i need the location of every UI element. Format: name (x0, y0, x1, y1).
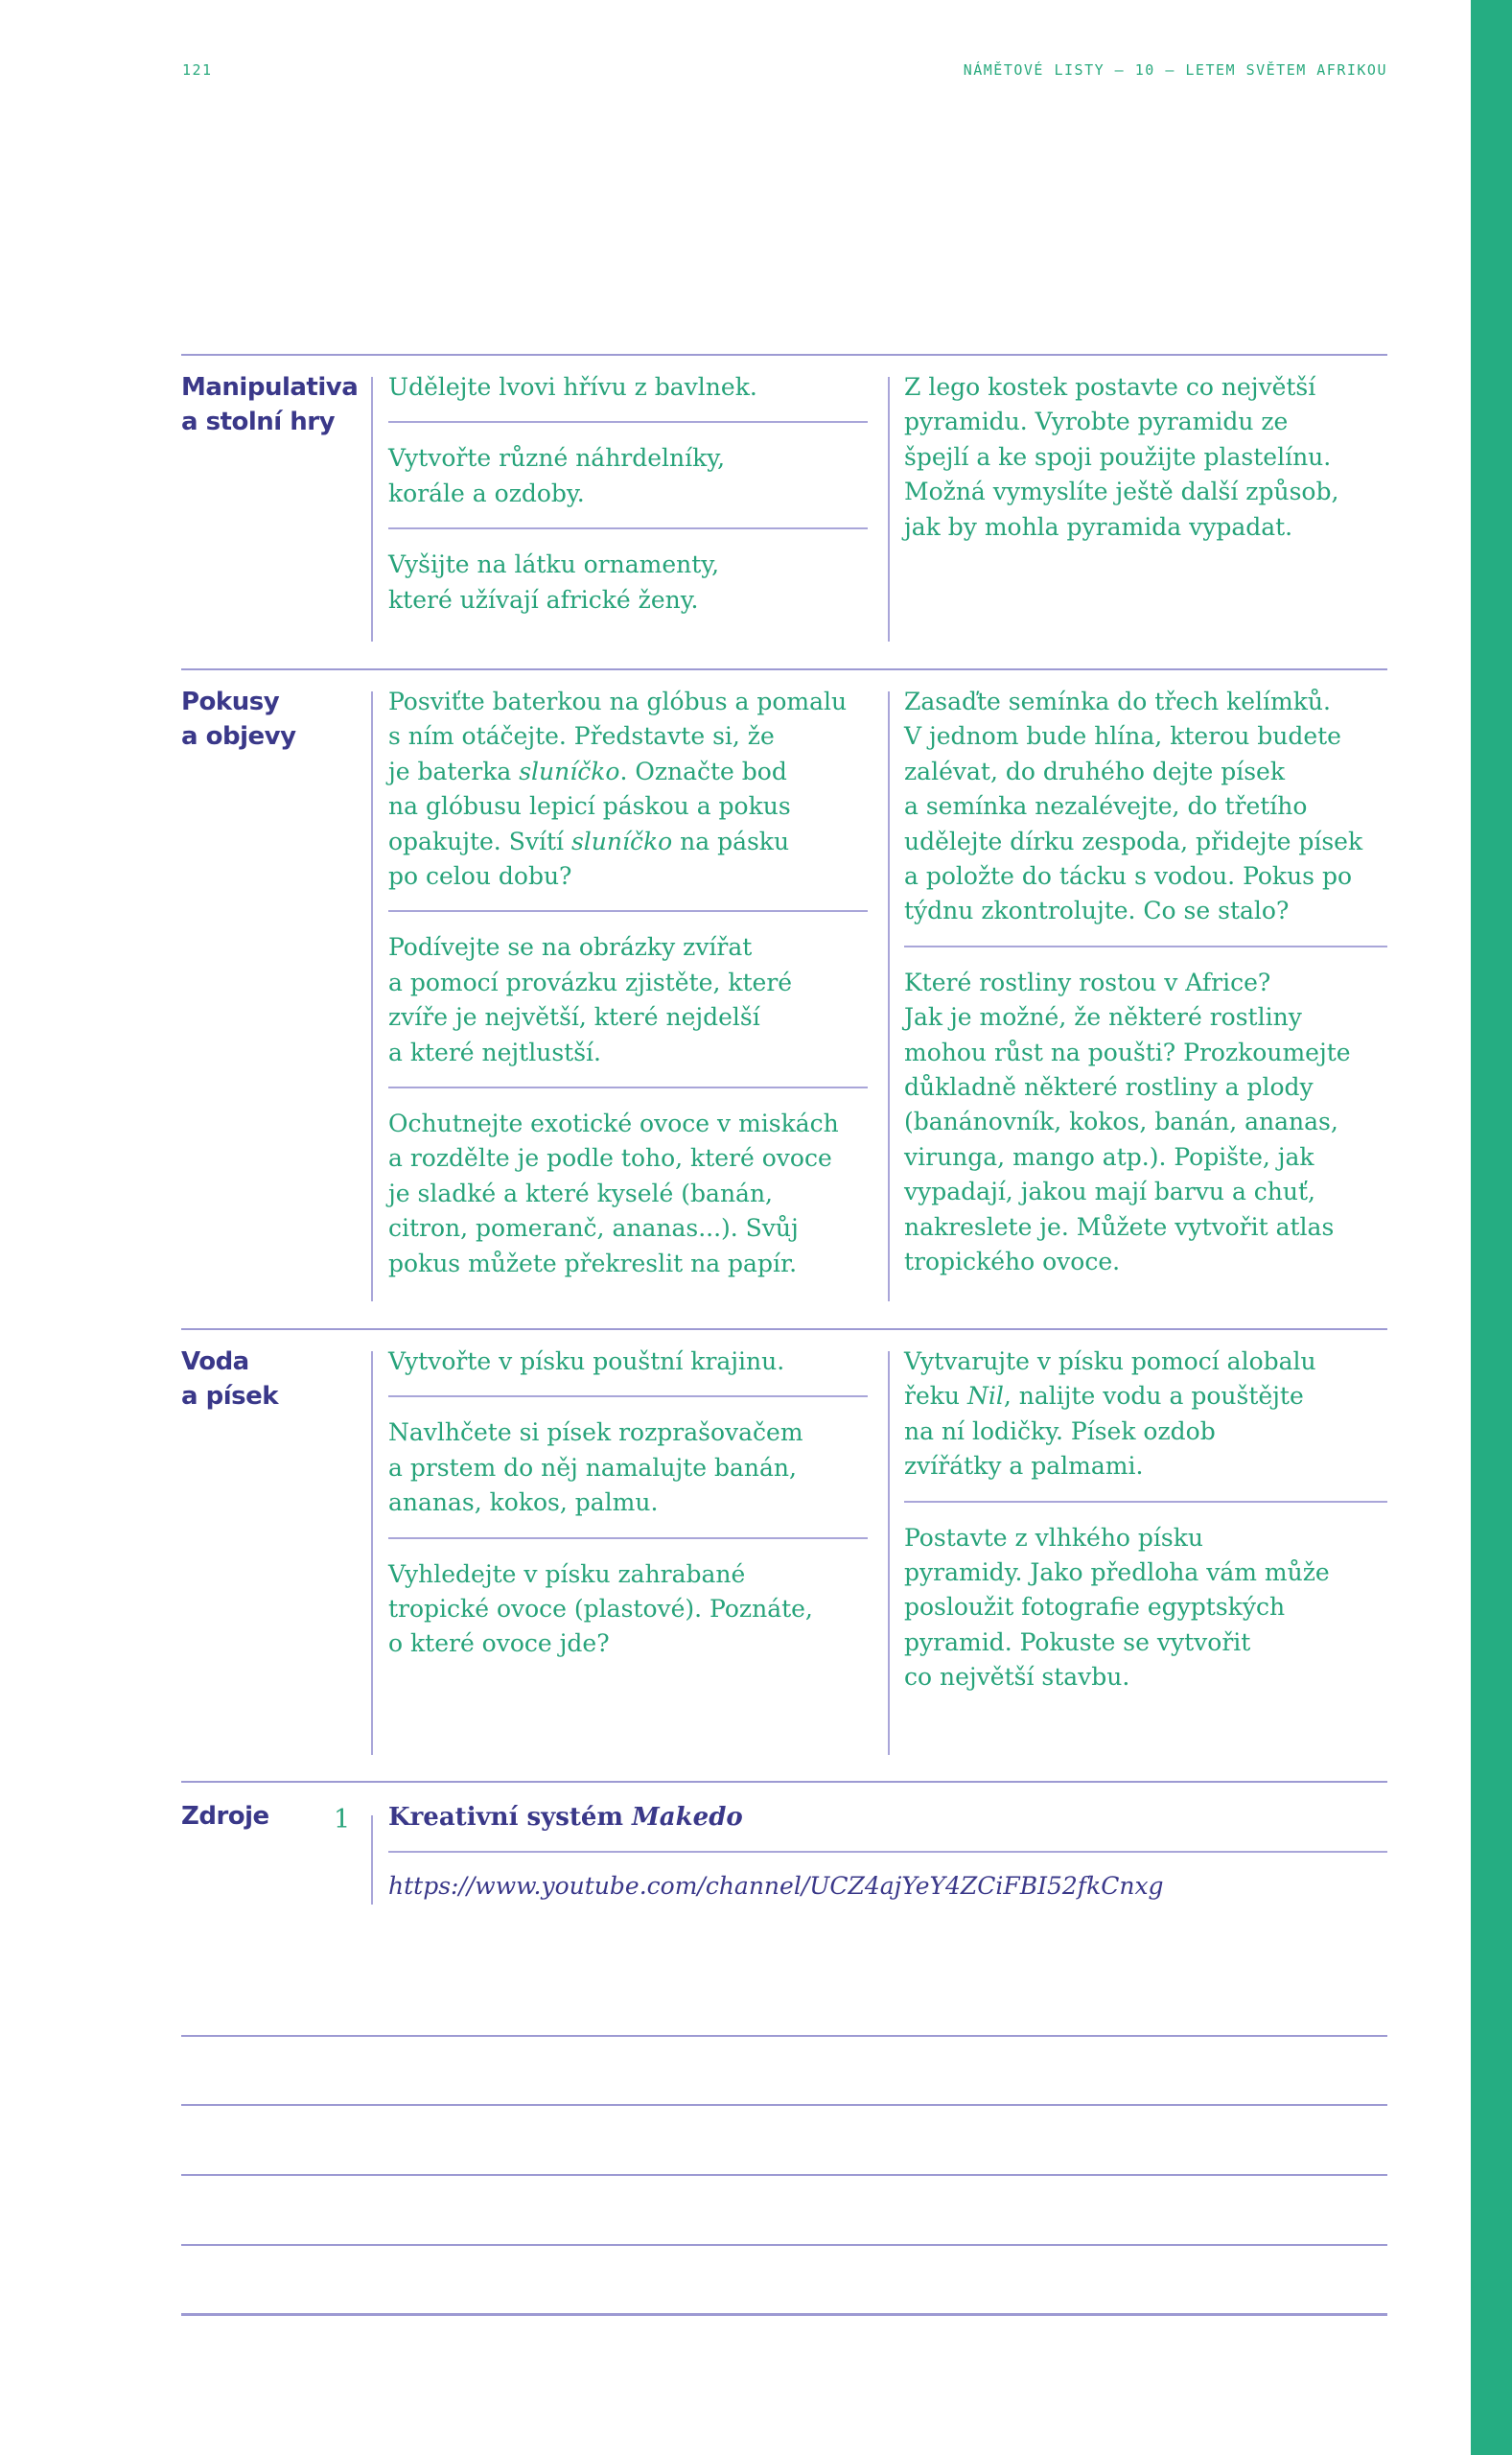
activity-item: Vyšijte na látku ornamenty, které užívají africké ženy. (388, 550, 720, 614)
notes-line (181, 2244, 1387, 2246)
activity-item: Postavte z vlhkého písku pyramidy. Jako předloha vám může posloužit fotografie egyptských pyramid. Pokuste se vytvořit co největší stavbu. (904, 1523, 1330, 1692)
source-link[interactable]: https://www.youtube.com/channel/UCZ4ajYeY4ZCiFBI52fkCnxg (388, 1872, 1164, 1900)
activity-item (904, 1344, 1393, 1485)
section-rule (181, 354, 1387, 356)
source-title-italic: Makedo (632, 1803, 743, 1832)
section-heading: Pokusy a objevy (181, 688, 296, 751)
sources-heading: Zdroje (181, 1802, 269, 1831)
item-separator (388, 1395, 868, 1397)
section-col1 (388, 685, 868, 1281)
running-title: NÁMĚTOVÉ LISTY – 10 – LETEM SVĚTEM AFRIKOU (963, 61, 1387, 79)
text-run: . Označte bod na glóbusu lepicí páskou a pokus opakujte. Svítí (388, 757, 791, 855)
section-rule (181, 1781, 1387, 1783)
activity-item: Vytvořte v písku pouštní krajinu. (388, 1347, 785, 1375)
activity-item: Navlhčete si písek rozprašovačem a prstem do něj namalujte banán, ananas, kokos, palmu. (388, 1418, 803, 1517)
activity-item: Ochutnejte exotické ovoce v miskách a rozdělte je podle toho, které ovoce je sladké a které kyselé (banán, citron, pomeranč, ananas...). Svůj pokus můžete překreslit na papír. (388, 1110, 839, 1277)
section-col2 (904, 1344, 1393, 1695)
section-col2 (904, 685, 1393, 1280)
text-run: , nalijte vodu a pouštějte na ní lodičky. Písek ozdob zvířátky a palmami. (904, 1382, 1304, 1481)
column-divider (888, 1351, 890, 1755)
column-divider (888, 691, 890, 1301)
italic-term: sluníčko (570, 827, 673, 855)
section-col1 (388, 1344, 868, 1662)
item-separator (388, 421, 868, 423)
activity-item: Udělejte lvovi hřívu z bavlnek. (388, 373, 757, 401)
green-edge-bar (1471, 0, 1512, 2455)
source-title (388, 1803, 743, 1832)
section-rule (181, 1328, 1387, 1330)
activity-item: Vyhledejte v písku zahrabané tropické ovoce (plastové). Poznáte, o které ovoce jde? (388, 1559, 813, 1658)
activity-item: Podívejte se na obrázky zvířat a pomocí provázku zjistěte, které zvíře je největší, které nejdelší a které nejtlustší. (388, 933, 793, 1066)
activity-item: Které rostliny rostou v Africe? Jak je možné, že některé rostliny mohou růst na poušti? Prozkoumejte důkladně některé rostliny a plody (banánovník, kokos, banán, ananas, virunga, mango atp.). Popište, jak vypadají, jakou mají barvu a chuť, nakreslete je. Můžete vytvořit atlas tropického ovoce. (904, 968, 1351, 1276)
page-number: 121 (182, 61, 213, 79)
notes-line (181, 2174, 1387, 2176)
activity-item: Vytvořte různé náhrdelníky, korále a ozdoby. (388, 444, 726, 507)
section-col2 (904, 370, 1393, 545)
section-rule (181, 668, 1387, 670)
text-run: na pásku po celou dobu? (388, 827, 790, 891)
column-divider (371, 691, 373, 1301)
section-heading: Voda a písek (181, 1347, 279, 1411)
notes-line (181, 2035, 1387, 2037)
item-separator (388, 1087, 868, 1088)
text-run: Posviťte baterkou na glóbus a pomalu s ním otáčejte. Představte si, že je baterka (388, 688, 848, 785)
column-divider (888, 377, 890, 642)
section-heading: Manipulativa a stolní hry (181, 373, 359, 436)
activity-item: Zasaďte semínka do třech kelímků. V jednom bude hlína, kterou budete zalévat, do druhého dejte písek a semínka nezalévejte, do třetího udělejte dírku zespoda, přidejte písek a položte do tácku s vodou. Pokus po týdnu zkontrolujte. Co se stalo? (904, 688, 1363, 925)
item-separator (904, 1501, 1387, 1503)
notes-line (181, 2104, 1387, 2106)
column-divider (371, 1815, 373, 1905)
italic-term: sluníčko (519, 757, 620, 785)
item-separator (388, 527, 868, 529)
column-divider (371, 377, 373, 642)
activity-item (388, 685, 868, 894)
source-number: 1 (334, 1805, 351, 1835)
italic-term: Nil (966, 1382, 1004, 1411)
item-separator (904, 946, 1387, 947)
column-divider (371, 1351, 373, 1755)
activity-item: Z lego kostek postavte co největší pyramidu. Vyrobte pyramidu ze špejlí a ke spoji použijte plastelínu. Možná vymyslíte ještě další způsob, jak by mohla pyramida vypadat. (904, 373, 1339, 541)
text-run: Vytvarujte v písku pomocí alobalu řeku (904, 1347, 1316, 1411)
source-title-plain: Kreativní systém (388, 1803, 633, 1832)
notes-line (181, 2313, 1387, 2316)
item-separator (388, 1851, 1387, 1853)
section-col1 (388, 370, 868, 618)
item-separator (388, 1537, 868, 1539)
item-separator (388, 910, 868, 912)
